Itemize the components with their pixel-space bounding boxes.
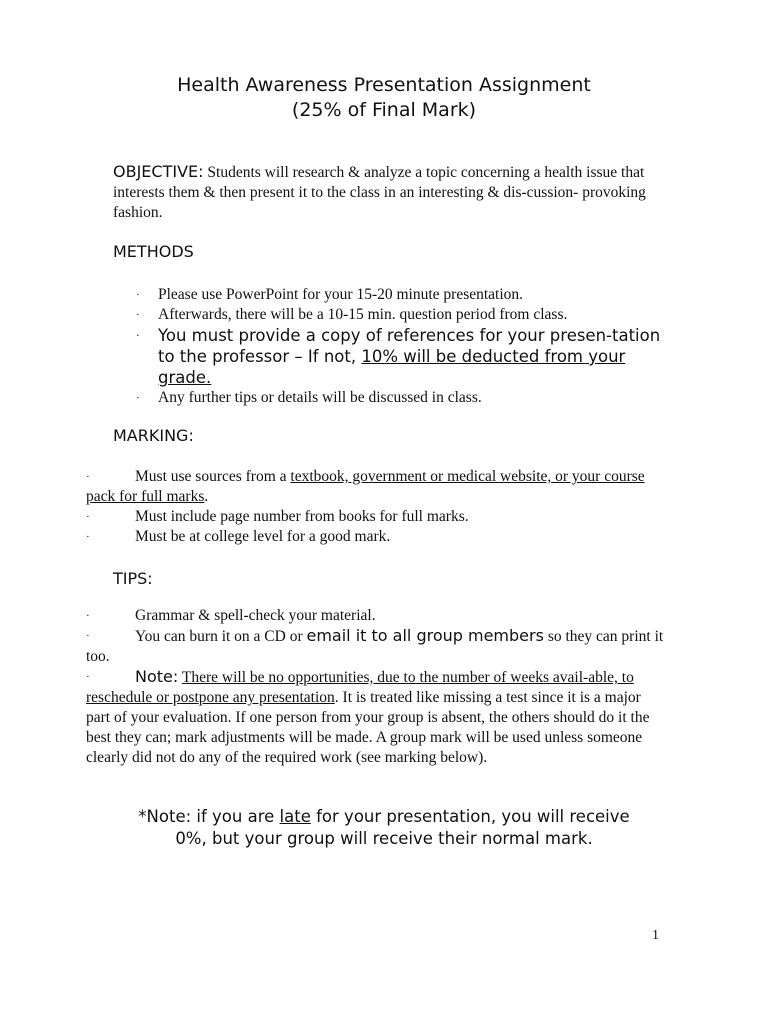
marking-list bbox=[86, 467, 666, 547]
page-subtitle: (25% of Final Mark) bbox=[291, 99, 477, 121]
list-item: · Grammar & spell-check your material. bbox=[86, 607, 376, 624]
deduction-warning: 10% will be deducted from your grade. bbox=[158, 347, 626, 387]
list-item: · Please use PowerPoint for your 15-20 minute presentation. bbox=[136, 286, 524, 303]
tips-list bbox=[86, 606, 666, 768]
tips-heading: TIPS: bbox=[113, 569, 153, 588]
methods-heading: METHODS bbox=[113, 242, 194, 261]
list-item: · You can burn it on a CD or email it to all group members so they can print it too. bbox=[86, 626, 664, 665]
note-label: Note: bbox=[135, 667, 179, 686]
marking-heading: MARKING: bbox=[113, 426, 194, 445]
late-note: *Note: if you are late for your presentation, you will receive bbox=[138, 807, 630, 826]
objective-paragraph bbox=[113, 162, 658, 223]
list-item: · Any further tips or details will be discussed in class. bbox=[136, 389, 482, 406]
list-item: · Must use sources from a textbook, government or medical website, or your course pack for full marks. bbox=[86, 468, 645, 505]
late-note-line2: 0%, but your group will receive their normal mark. bbox=[175, 829, 593, 848]
list-item: · You must provide a copy of references for your presen-tation to the professor – If not, 10% will be deducted from your grade. bbox=[136, 326, 661, 387]
objective-label: OBJECTIVE: bbox=[113, 162, 204, 181]
note-paragraph: · Note: There will be no opportunities, due to the number of weeks avail-able, to reschedule or postpone any presentation. It is treated like missing a test since it is a major part of your evaluation. If one person from your group is absent, the others should do it the best they can; mark adjustments will be made. A group mark will be used unless someone clearly did not do any of the required work (see marking below). bbox=[86, 667, 650, 766]
list-item: · Must include page number from books for full marks. bbox=[86, 508, 469, 525]
methods-list bbox=[136, 285, 666, 408]
list-item: · Afterwards, there will be a 10-15 min. question period from class. bbox=[136, 306, 568, 323]
page-title: Health Awareness Presentation Assignment bbox=[177, 74, 591, 96]
page-number: 1 bbox=[652, 928, 659, 943]
objective-text: Students will research & analyze a topic concerning a health issue that interests them & then present it to the class in an interesting & dis-cussion- provoking fashion. bbox=[113, 164, 646, 221]
list-item: · Must be at college level for a good mark. bbox=[86, 528, 391, 545]
